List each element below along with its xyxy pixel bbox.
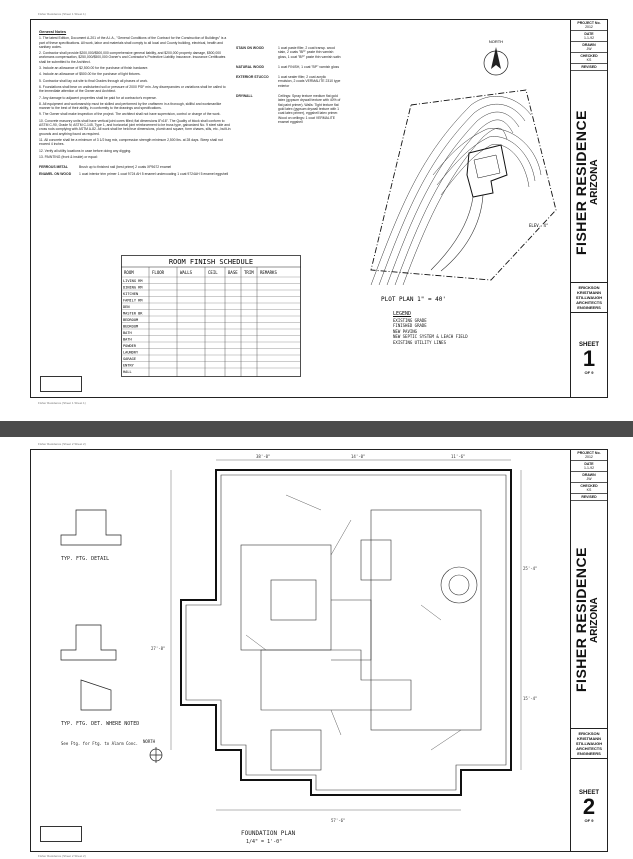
firm-line: ENGINEERS [577, 305, 601, 310]
title-block-field-label: CHECKED [580, 54, 598, 58]
title-block [570, 20, 607, 397]
firm-line: KRISTMANN [577, 290, 601, 295]
schedule-title: ROOM FINISH SCHEDULE [168, 258, 254, 266]
firm-line: STILLWAUGH [575, 741, 603, 746]
schedule-room-name: BATH [123, 337, 132, 342]
schedule-room-name: HALL [123, 370, 132, 374]
project-title-main: FISHER RESIDENCE [573, 110, 589, 255]
schedule-room-name: BEDROOM [123, 324, 139, 329]
schedule-room-name: BEDROOM [123, 318, 139, 322]
revision-stamp [40, 376, 82, 392]
schedule-room-name: KITCHEN [123, 292, 139, 296]
legend-item: EXISTING UTILITY LINES [393, 339, 446, 345]
title-block-field-label: CHECKED [580, 484, 598, 488]
title-block-field [571, 42, 607, 53]
sheet-label: SHEET [578, 342, 599, 348]
finish-specs [236, 46, 341, 130]
schedule-column-header: TRIM [244, 270, 254, 275]
foundation-plan-drawing [31, 450, 571, 850]
title-block-field [571, 53, 607, 64]
schedule-column-header: BASE [228, 270, 238, 275]
firm-name-2 [571, 728, 607, 759]
schedule-room-name: LAUNDRY [123, 350, 139, 355]
finish-spec [236, 75, 341, 88]
title-block-2 [570, 450, 607, 851]
schedule-room-name: DINING RM [123, 285, 143, 290]
project-title-location-2: ARIZONA [589, 597, 600, 643]
title-block-field [571, 483, 607, 494]
title-block-field-label: DATE [584, 32, 594, 36]
title-block-field [571, 472, 607, 483]
legend-item: EXISTING GRADE [393, 317, 427, 323]
title-block-field [571, 450, 607, 461]
schedule-room-name: MASTER BR [123, 311, 143, 316]
schedule-room-name: GARAGE [123, 357, 136, 361]
title-block-field-value: 2012 [585, 25, 593, 29]
sheet-of: OF 9 [584, 370, 594, 375]
title-block-field-label: REVISED [581, 65, 597, 69]
north-label-2: NORTH [143, 739, 156, 744]
title-block-field-value: JW [586, 477, 592, 481]
room-finish-schedule [121, 255, 301, 377]
project-title-location: ARIZONA [589, 159, 600, 206]
finish-spec-label: STAIN ON WOOD [236, 46, 264, 50]
svg-text:15'-4": 15'-4" [523, 696, 538, 701]
pier-detail-label: TYP. FTG. DET. WHERE NOTED [61, 721, 140, 727]
schedule-column-header: WALLS [180, 270, 193, 275]
project-title [573, 95, 605, 270]
schedule-column-header: REMARKS [260, 270, 277, 275]
enamel-on-wood-label: ENAMEL ON WOOD [39, 172, 72, 177]
finish-spec-label: NATURAL WOOD [236, 64, 264, 69]
finish-spec-text: 1 coat sealer filler, 2 coat acrylic emulsion, 2 coats VERMALITE 2310 type exterior [278, 75, 341, 88]
title-block-field [571, 31, 607, 42]
schedule-room-name: DEN [123, 305, 130, 309]
svg-text:27'-8": 27'-8" [151, 646, 166, 651]
sheet-number-2: 2 [582, 794, 596, 819]
edge-label-bottom-1: Fisher Residence (Sheet 1 Sheet 1) [38, 401, 86, 405]
general-note: 2. Contractor shall provide $200,000/$500,000 comprehensive general liability, and $200,000 property damage, $500,000 workmans compensation, $250,000/$500,000 Owner's and Contractor's Protective Liability Insurance. Insurance Certificates shall be submitted to the Architect. [39, 51, 226, 64]
edge-label-top-1: Fisher Residence (Sheet 1 Sheet 1) [38, 12, 86, 16]
sheet-of-2: OF 9 [584, 818, 594, 823]
title-block-field [571, 461, 607, 472]
svg-text:57'-6": 57'-6" [331, 818, 346, 823]
drawing-sheet-2 [30, 449, 608, 852]
ferrous-metal-label: FERROUS METAL [39, 165, 68, 170]
edge-label-top-2: Fisher Residence (Sheet 2 Sheet 2) [38, 442, 86, 446]
finish-spec-text: Ceilings: Spray texture medium flat gold latex (gypsum drywall texture with 40% of flat paint primer). Walls: Tight texture flat gold latex (gypsum drywall texture with 1 coat latex primer), eggshell latex primer. Wood on ceilings: 1 coat VERMALITE enamel eggshell [278, 94, 341, 124]
finish-spec [236, 65, 341, 69]
title-block-field-value: JW [586, 47, 592, 51]
project-title-main-2: FISHER RESIDENCE [573, 547, 589, 693]
sheet-number-box [571, 342, 607, 375]
plot-legend [393, 312, 493, 345]
general-note: 10. Concrete masonry units shall have vertical joint cores filled; flat dimensions 8"x16". The Quality of block shall conform to ASTM C-90, Grade N; ASTM C-145, Type 1, and horizontal joint reinforcement to be truss type, galvanized No. 9 steel side and cross rods complying with ASTM A-82. All work shall be held true dimensions, plumb and square, form chases, sills, etc., built-in grounds and anything found as required. [39, 118, 231, 136]
title-block-field-value: 1-1-92 [583, 36, 595, 40]
typ-ftg-detail-label: TYP. FTG. DETAIL [61, 556, 110, 562]
general-note: 13. PAINTING (front & inside) or equal: [39, 154, 98, 159]
title-block-field-value: KS [586, 488, 592, 492]
general-note: 12. Verify all utility locations in case before doing any digging. [39, 148, 132, 153]
plan-scale: 1/4" = 1'-0" [246, 839, 283, 845]
finish-spec-text: 1 coat paste filler, 2 coat transp. wood stain, 2 coats "BP" paste thin varnish gloss, 1 coat "BP" paste thin varnish satin [278, 46, 341, 59]
firm-line: ENGINEERS [577, 751, 601, 756]
schedule-room-name: ENTRY [123, 363, 134, 368]
enamel-on-wood-text: 1 coat interior trim primer 1 coat 9724 AH 5 enamel undercoating 1 coat 9724AH 5 enamel eggshell [79, 172, 229, 177]
schedule-room-name: BATH [123, 331, 132, 335]
legend-item: FINISHED GRADE [393, 323, 427, 328]
general-note: 8. All equipment and workmanship must be skilled and performed by the craftsmen in a thorough, skillful and workmanlike manner to the best of their ability, in conformity to the drawings and specifications. [39, 101, 222, 111]
title-block-field-label: DRAWN [582, 43, 596, 47]
firm-line: ARCHITECTS [576, 300, 602, 305]
svg-text:25'-4": 25'-4" [523, 566, 538, 571]
schedule-room-name: FAMILY RM [123, 298, 143, 303]
firm-line: ARCHITECTS [576, 746, 602, 751]
edge-label-bottom-2: Fisher Residence (Sheet 2 Sheet 2) [38, 854, 86, 858]
schedule-room-name: POWDER [123, 344, 136, 348]
svg-text:14'-0": 14'-0" [351, 454, 366, 459]
general-notes-title: General Notes [39, 29, 67, 34]
legend-item: NEW PAVING [393, 328, 418, 334]
general-note: 3. Include an allowance of $2,500.00 for the purchase of finish hardware. [39, 66, 149, 71]
north-arrow [484, 39, 508, 75]
title-block-field-label: DRAWN [582, 473, 596, 477]
general-note: 6. Foundations shall bear on undisturbed soil or pressure of 2000 PSF min. Any discrepancies or variations shall be called to the immediate attention of the Owner and Architect. [39, 84, 226, 94]
title-block-field [571, 20, 607, 31]
sheet-number-box-2 [571, 790, 607, 823]
firm-line: STILLWAUGH [575, 295, 603, 300]
ftg-note: See Ftg. for Ftg. to Alarm Conc. [61, 741, 139, 746]
firm-line: ERICKSON [578, 285, 600, 290]
finish-spec [236, 46, 341, 59]
page-divider [0, 421, 633, 437]
title-block-field [571, 64, 607, 71]
firm-name [571, 282, 607, 313]
general-note: 9. The Owner shall make inspection of the project. The architect shall not have supervision, control or charge of the work. [39, 112, 221, 117]
legend-title: LEGEND [393, 311, 412, 317]
title-block-field-value: 2012 [585, 455, 593, 459]
finish-spec-label: DRYWALL [236, 94, 253, 99]
title-block-field-label: PROJECT No. [577, 451, 601, 455]
title-block-field-label: PROJECT No. [577, 21, 601, 25]
finish-spec-text: 1 coat FINISH, 1 coat "BP" varnish gloss [278, 64, 340, 69]
general-note: 1. The latest Edition, Document A-201 of the A.I.A., "General Conditions of the Contract for the Construction of Buildings" is a part of these specifications. All work, labor and materials shall comply to all local and County building, electrical, health and sanitary codes. [39, 36, 227, 49]
sheet-label-2: SHEET [578, 790, 599, 796]
revision-stamp-2 [40, 826, 82, 842]
svg-text:11'-6": 11'-6" [451, 454, 466, 459]
plot-plan-label: PLOT PLAN 1" = 40' [381, 296, 447, 303]
plot-plan-drawing [341, 35, 571, 305]
drawing-sheet-1 [30, 19, 608, 398]
title-block-field-value: 1-1-92 [583, 466, 595, 470]
sheet-number: 1 [582, 346, 596, 371]
project-title-2 [573, 530, 605, 710]
firm-line: ERICKSON [578, 731, 600, 736]
firm-line: KRISTMANN [577, 736, 601, 741]
general-note: 11. All concrete shall be a minimum of 3 1/2 bag mix, compression strength minimum 2,500 lbs. at 28 days. Steep shall not exceed 4 inches. [39, 137, 223, 147]
north-label: NORTH [488, 39, 504, 44]
schedule-column-header: ROOM [124, 270, 134, 275]
ferrous-metal-text: Brush up to finished nail (best prime) 2 coats XP5672 enamel [79, 165, 172, 170]
general-note: 4. Include an allowance of $500.00 for the purchase of light fixtures. [39, 72, 141, 77]
general-note: 5. Contractor shall lay out site to final Grades through all phases of work. [39, 78, 149, 83]
schedule-column-header: FLOOR [152, 270, 165, 275]
svg-text:38'-0": 38'-0" [256, 454, 271, 459]
title-block-field-label: REVISED [581, 495, 597, 499]
schedule-column-header: CEIL [208, 270, 218, 275]
title-block-field [571, 494, 607, 501]
finish-spec-label: EXTERIOR STUCCO [236, 75, 269, 80]
schedule-room-name: LIVING RM [123, 279, 143, 283]
legend-item: NEW SEPTIC SYSTEM & LEACH FIELD [393, 334, 468, 339]
general-note: 7. Any damage to adjacent properties shall be paid for at contractor's expense. [39, 95, 157, 100]
finish-spec [236, 94, 341, 124]
plan-label: FOUNDATION PLAN [241, 830, 296, 837]
general-notes [39, 30, 231, 177]
elevation-note: ELEV. 4° [529, 223, 549, 228]
title-block-field-label: DATE [584, 462, 594, 466]
title-block-field-value: KS [586, 58, 592, 62]
